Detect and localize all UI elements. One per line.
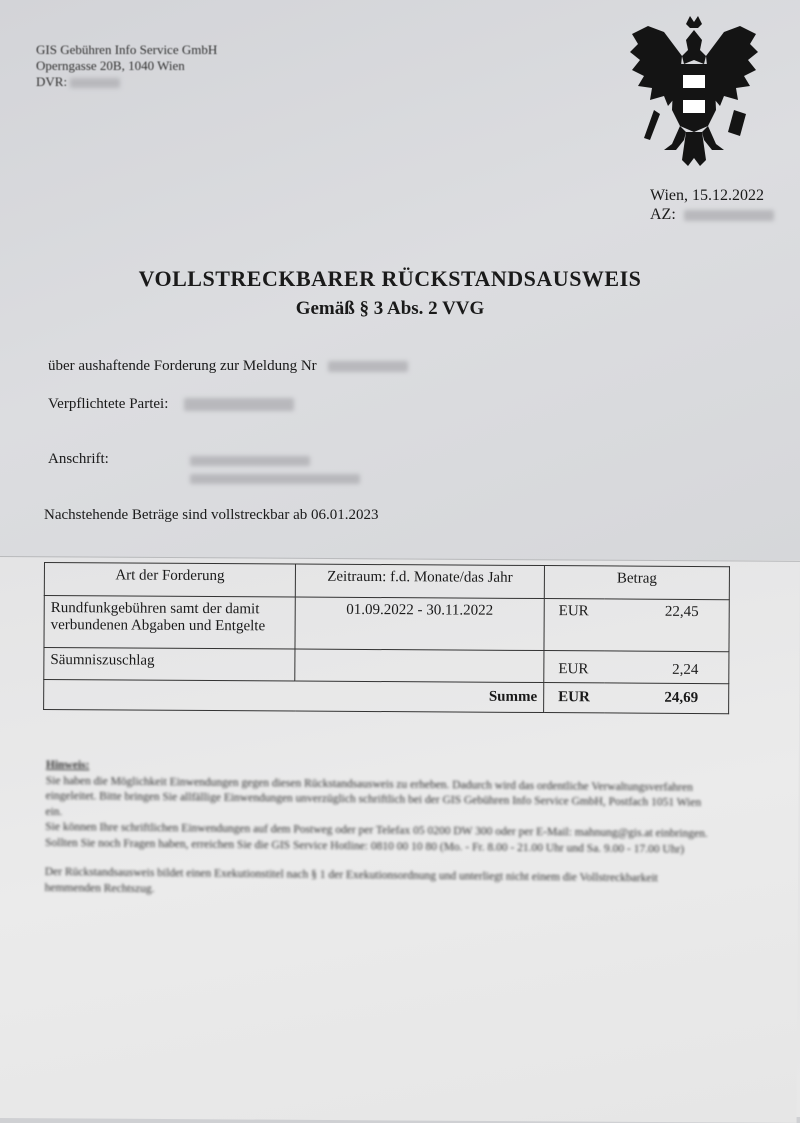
notice-heading: Hinweis: — [45, 758, 90, 772]
partei-label: Verpflichtete Partei: — [48, 396, 169, 412]
claims-table — [43, 562, 730, 714]
forderung-line — [48, 358, 408, 375]
row-art: Rundfunkgebühren samt der damit verbundenen Abgaben und Entgelte — [44, 596, 295, 650]
row-zeitraum — [295, 649, 544, 683]
sender-dvr — [36, 74, 217, 90]
az-label: AZ: — [650, 206, 676, 223]
row-zeitraum: 01.09.2022 - 30.11.2022 — [295, 597, 544, 651]
sender-name: GIS Gebühren Info Service GmbH — [36, 42, 218, 57]
forderung-label: über aushaftende Forderung zur Meldung Nr — [48, 358, 317, 374]
notice-paragraph-3: Der Rückstandsausweis bildet einen Exekutionstitel nach § 1 der Exekutionsordnung und unterliegt nicht einem die Vollstreckbarkeit hemmenden Rechtszug. — [44, 865, 658, 895]
redacted-meldung-nr — [328, 361, 408, 372]
redacted-city — [190, 474, 360, 484]
redacted-street — [190, 456, 310, 466]
table-row — [44, 596, 729, 652]
reference-number — [650, 206, 774, 224]
anschrift-label: Anschrift: — [48, 451, 109, 467]
sum-amount: 24,69 — [604, 683, 729, 714]
document-title: VOLLSTRECKBARER RÜCKSTANDSAUSWEIS — [138, 266, 642, 291]
header-art: Art der Forderung — [44, 563, 295, 598]
row-art: Säumniszuschlag — [44, 648, 295, 682]
notice-paragraph-1: Sie haben die Möglichkeit Einwendungen gegen diesen Rückstandsausweis zu erheben. Dadurch wird das ordentliche Verwaltungsverfahren eingeleitet. Bitte bringen Sie allfällige Einwendungen unverzüglich schriftlich bei der GIS Gebühren Info Service GmbH, Postfach 1051 Wien ein. — [45, 774, 702, 818]
notice-block — [44, 758, 716, 917]
sender-block — [36, 42, 217, 90]
sum-row — [44, 680, 729, 714]
redacted-dvr — [70, 78, 120, 88]
vollstreckbar-line: Nachstehende Beträge sind vollstreckbar ab 06.01.2023 — [44, 507, 379, 523]
row-amount: 22,45 — [604, 599, 729, 652]
sum-currency: EUR — [544, 683, 605, 713]
partei-line — [48, 396, 294, 413]
austrian-eagle-coat-of-arms — [624, 10, 764, 170]
sender-address: Operngasse 20B, 1040 Wien — [36, 58, 185, 73]
dvr-label: DVR: — [36, 74, 68, 89]
place-date: Wien, 15.12.2022 — [650, 187, 765, 204]
table-row — [44, 648, 729, 684]
row-amount: 2,24 — [604, 651, 729, 684]
redacted-name — [184, 398, 294, 411]
table-header-row — [44, 563, 729, 600]
notice-paragraph-2: Sie können Ihre schriftlichen Einwendungen auf dem Postweg oder per Telefax 05 0200 DW 300 oder per E-Mail: mahnung@gis.at einbringen. Sollten Sie noch Fragen haben, erreichen Sie die GIS Service Hotline: 0810 00 10 80 (Mo. - Fr. 8.00 - 21.00 Uhr und Sa. 9.00 - 17.00 Uhr) — [45, 820, 708, 856]
row-currency: EUR — [544, 651, 605, 683]
header-betrag: Betrag — [544, 566, 729, 600]
redacted-az — [684, 210, 774, 221]
row-currency: EUR — [544, 599, 605, 651]
header-zeitraum: Zeitraum: f.d. Monate/das Jahr — [295, 564, 544, 599]
sum-label: Summe — [44, 680, 544, 713]
document-subtitle: Gemäß § 3 Abs. 2 VVG — [295, 298, 485, 319]
